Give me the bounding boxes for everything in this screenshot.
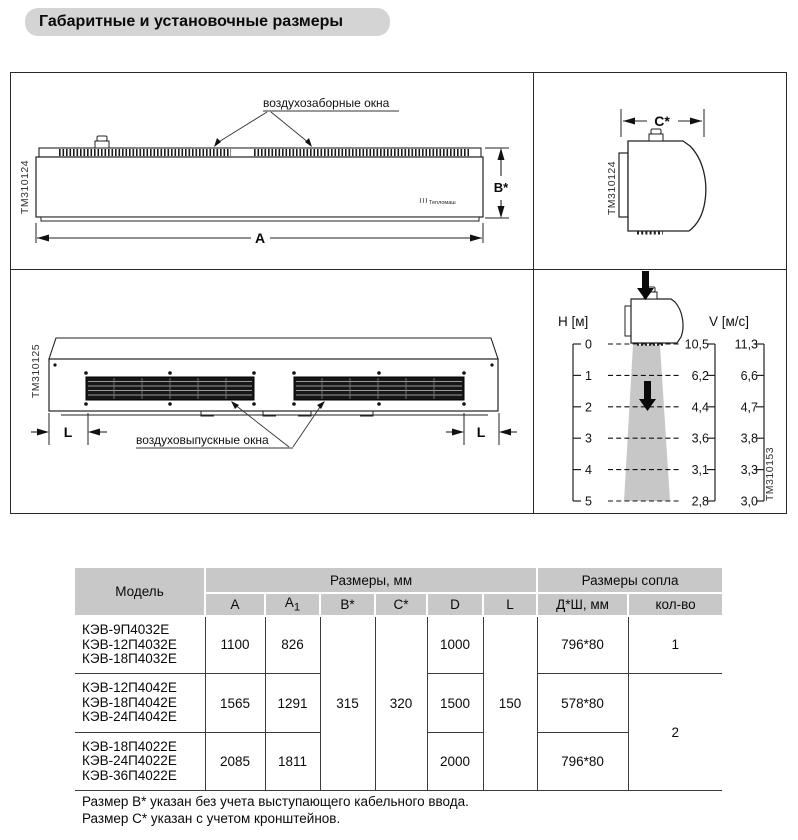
- front-view-drawing: [11, 73, 533, 269]
- side-view-drawing: [533, 73, 788, 269]
- value-c-shared: 320: [375, 616, 427, 791]
- drawing-code: ТМ310124: [606, 160, 618, 216]
- value-a1: 826: [265, 616, 320, 674]
- col-header-l: L: [483, 593, 537, 616]
- velocity-col1-values: [685, 338, 709, 509]
- cable-gland-icon: [95, 136, 109, 148]
- value-a1: 1291: [265, 674, 320, 733]
- col-header-a1: $A_1$: [265, 593, 320, 616]
- height-axis-label: Н [м]: [558, 314, 589, 329]
- svg-text:4,7: 4,7: [740, 400, 758, 415]
- airflow-cone: [624, 345, 670, 501]
- svg-text:3,3: 3,3: [740, 463, 758, 478]
- footnote-c: Размер С* указан с учетом кронштейнов.: [82, 811, 341, 826]
- drawing-code: ТМ310124: [19, 159, 31, 215]
- spec-table: [75, 568, 722, 791]
- model-cell: КЭВ-9П4032Е КЭВ-12П4032Е КЭВ-18П4032Е: [75, 616, 205, 674]
- drawings-frame: [10, 72, 787, 514]
- value-a: 1565: [205, 674, 265, 733]
- col-header-c: C*: [375, 593, 427, 616]
- dim-b-label: B*: [493, 180, 509, 195]
- velocity-col2-values: [735, 338, 758, 509]
- value-qty-shared: 2: [628, 674, 722, 791]
- svg-text:4: 4: [585, 463, 592, 478]
- svg-text:6,2: 6,2: [691, 368, 709, 383]
- bottom-view-drawing: [11, 269, 533, 515]
- outlet-grille: [86, 377, 254, 400]
- value-nozzle: 578*80: [537, 674, 628, 733]
- drawing-code: ТМ310153: [764, 446, 776, 502]
- model-cell: КЭВ-12П4042Е КЭВ-18П4042Е КЭВ-24П4042Е: [75, 674, 205, 733]
- dim-l-left-label: L: [63, 424, 73, 440]
- svg-text:3,1: 3,1: [691, 463, 709, 478]
- col-header-model: Модель: [75, 568, 205, 616]
- dim-a-label: A: [254, 230, 266, 246]
- value-d: 1000: [427, 616, 483, 674]
- value-nozzle: 796*80: [537, 733, 628, 791]
- value-a: 2085: [205, 733, 265, 791]
- outlet-grille: [294, 377, 464, 400]
- svg-text:2: 2: [585, 400, 592, 415]
- svg-text:4,4: 4,4: [691, 400, 709, 415]
- outlet-callout-label: воздуховыпускные окна: [136, 433, 269, 447]
- svg-text:5: 5: [585, 494, 592, 509]
- footnote-b: Размер В* указан без учета выступающего кабельного ввода.: [82, 794, 469, 809]
- cable-gland-icon: [649, 129, 663, 141]
- model-cell: КЭВ-18П4022Е КЭВ-24П4022Е КЭВ-36П4022Е: [75, 733, 205, 791]
- group-header-dimensions: Размеры, мм: [205, 568, 537, 593]
- svg-text:3,8: 3,8: [740, 431, 758, 446]
- svg-text:10,5: 10,5: [684, 337, 709, 352]
- drawing-code: ТМ310125: [30, 343, 42, 399]
- value-qty: 1: [628, 616, 722, 674]
- value-a1: 1811: [265, 733, 320, 791]
- svg-text:Тепломаш: Тепломаш: [429, 200, 456, 206]
- svg-text:6,6: 6,6: [740, 368, 758, 383]
- value-nozzle: 796*80: [537, 616, 628, 674]
- col-header-b: B*: [320, 593, 375, 616]
- svg-text:0: 0: [585, 337, 592, 352]
- unit-sketch: [625, 287, 683, 345]
- value-d: 1500: [427, 674, 483, 733]
- col-header-d: D: [427, 593, 483, 616]
- svg-text:3: 3: [585, 431, 592, 446]
- svg-text:3,6: 3,6: [691, 431, 709, 446]
- col-header-a: A: [205, 593, 265, 616]
- value-l-shared: 150: [483, 616, 537, 791]
- svg-text:3,0: 3,0: [740, 494, 758, 509]
- airflow-chart: [533, 269, 788, 515]
- value-a: 1100: [205, 616, 265, 674]
- dim-l-right-label: L: [476, 424, 486, 440]
- col-header-nozzle-size: Д*Ш, мм: [537, 593, 628, 616]
- table-row: [75, 616, 722, 674]
- height-values: [585, 338, 592, 509]
- section-title: Габаритные и установочные размеры: [25, 8, 390, 36]
- intake-callout-label: воздухозаборные окна: [263, 96, 390, 110]
- value-d: 2000: [427, 733, 483, 791]
- svg-text:1: 1: [585, 368, 592, 383]
- dim-c-label: C*: [654, 113, 670, 129]
- value-b-shared: 315: [320, 616, 375, 791]
- svg-text:11,3: 11,3: [734, 337, 758, 352]
- group-header-nozzle: Размеры сопла: [537, 568, 722, 593]
- svg-text:2,8: 2,8: [691, 494, 709, 509]
- col-header-nozzle-qty: кол-во: [628, 593, 722, 616]
- velocity-axis-label: V [м/с]: [709, 314, 750, 329]
